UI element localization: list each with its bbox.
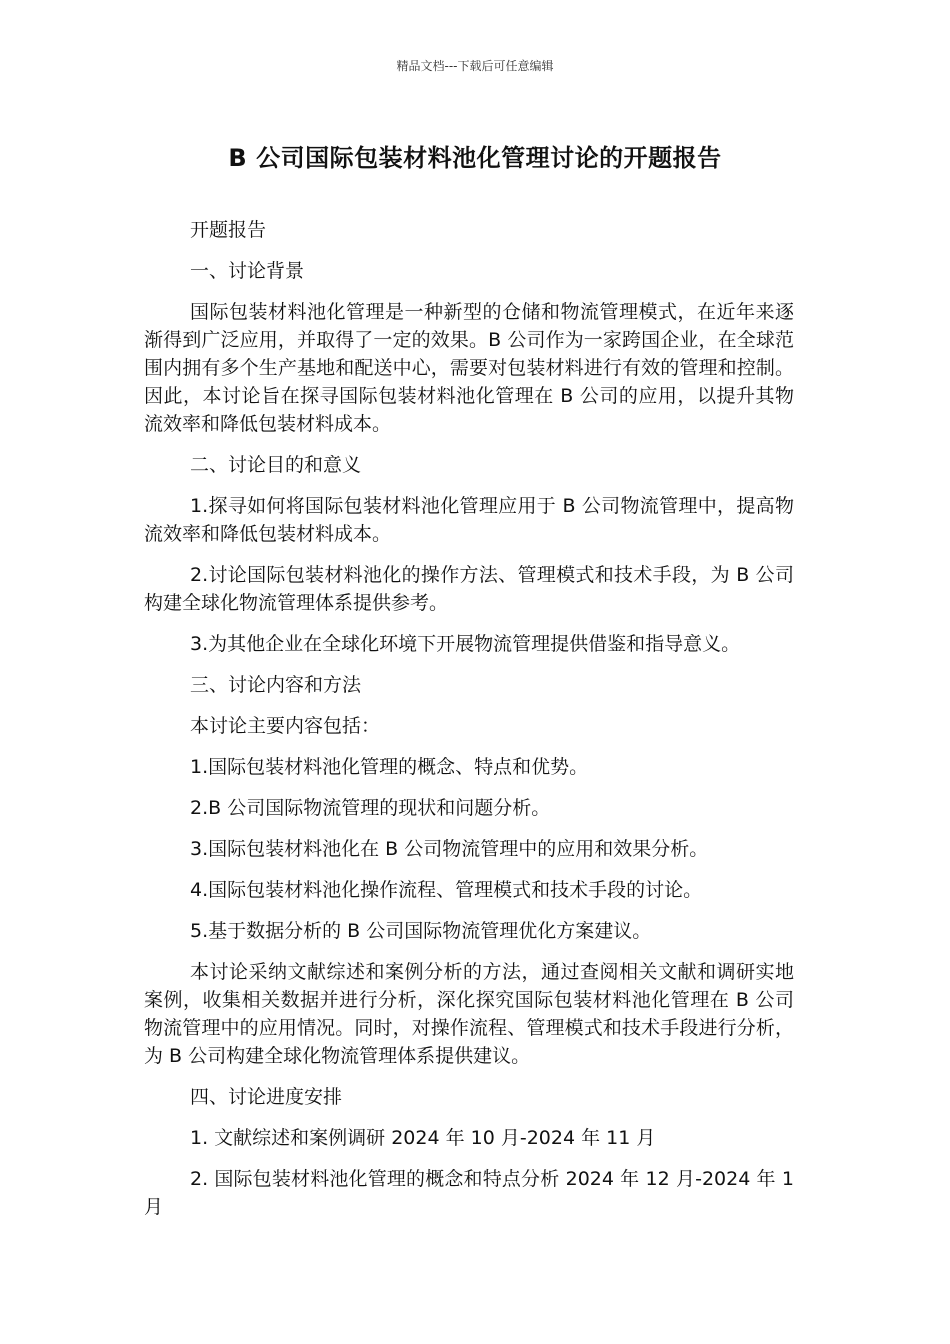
list-item: 5.基于数据分析的 B 公司国际物流管理优化方案建议。 <box>190 920 652 942</box>
document-title: B 公司国际包装材料池化管理讨论的开题报告 <box>228 144 722 172</box>
list-item: 3.为其他企业在全球化环境下开展物流管理提供借鉴和指导意义。 <box>190 633 741 655</box>
section-heading: 一、讨论背景 <box>190 260 305 282</box>
section-heading: 二、讨论目的和意义 <box>190 454 362 476</box>
schedule-item: 2. 国际包装材料池化管理的概念和特点分析 2024 年 12 月-2024 年 1 月 <box>144 1168 794 1218</box>
document-body <box>144 216 794 1234</box>
list-item: 1.国际包装材料池化管理的概念、特点和优势。 <box>190 756 589 778</box>
list-item: 3.国际包装材料池化在 B 公司物流管理中的应用和效果分析。 <box>190 838 709 860</box>
list-item: 2.B 公司国际物流管理的现状和问题分析。 <box>190 797 551 819</box>
paragraph: 本讨论采纳文献综述和案例分析的方法，通过查阅相关文献和调研实地案例，收集相关数据并进行分析，深化探究国际包装材料池化管理在 B 公司物流管理中的应用情况。同时，对操作流程、管理模式和技术手段进行分析，为 B 公司构建全球化物流管理体系提供建议。 <box>144 961 794 1067</box>
paragraph: 本讨论主要内容包括： <box>190 715 381 737</box>
list-item: 2.讨论国际包装材料池化的操作方法、管理模式和技术手段，为 B 公司构建全球化物流管理体系提供参考。 <box>144 564 794 614</box>
list-item: 1.探寻如何将国际包装材料池化管理应用于 B 公司物流管理中，提高物流效率和降低包装材料成本。 <box>144 495 794 545</box>
schedule-item: 1. 文献综述和案例调研 2024 年 10 月-2024 年 11 月 <box>190 1127 656 1149</box>
section-heading: 三、讨论内容和方法 <box>190 674 362 696</box>
list-item: 4.国际包装材料池化操作流程、管理模式和技术手段的讨论。 <box>190 879 703 901</box>
header-note: 精品文档---下载后可任意编辑 <box>396 59 554 73</box>
section-heading: 四、讨论进度安排 <box>190 1086 343 1108</box>
paragraph: 国际包装材料池化管理是一种新型的仓储和物流管理模式，在近年来逐渐得到广泛应用，并取得了一定的效果。B 公司作为一家跨国企业，在全球范围内拥有多个生产基地和配送中心，需要对包装材料进行有效的管理和控制。因此，本讨论旨在探寻国际包装材料池化管理在 B 公司的应用，以提升其物流效率和降低包装材料成本。 <box>144 301 794 435</box>
section-heading: 开题报告 <box>190 219 267 241</box>
